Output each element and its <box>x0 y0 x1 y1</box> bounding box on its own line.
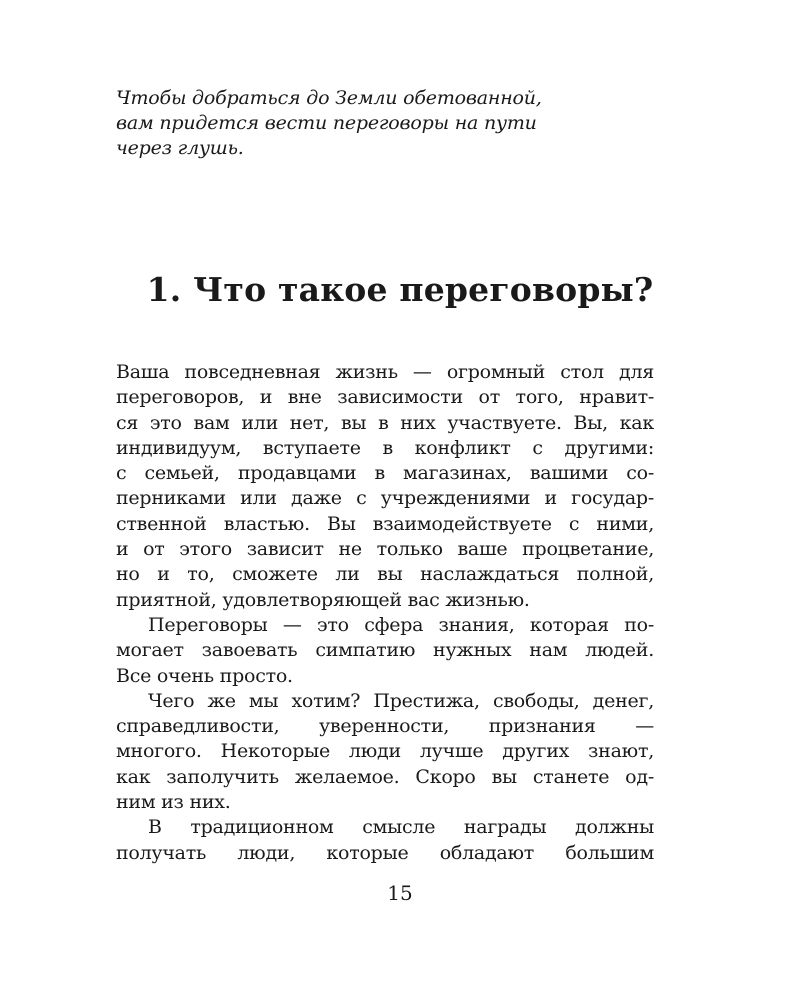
text-line: переговоров, и вне зависимости от того, нравит- <box>116 386 654 409</box>
epigraph <box>116 86 676 161</box>
text-line: многого. Некоторые люди лучше других знают, <box>116 740 654 763</box>
page-number: 15 <box>387 881 413 905</box>
text-line: могает завоевать симпатию нужных нам людей. <box>116 639 654 662</box>
text-line: индивидуум, вступаете в конфликт с другими: <box>116 436 654 459</box>
text-line: Все очень просто. <box>116 664 293 687</box>
text-line: справедливости, уверенности, признания — <box>116 715 654 738</box>
text-line: приятной, удовлетворяющей вас жизнью. <box>116 588 530 611</box>
text-line: Ваша повседневная жизнь — огромный стол для <box>116 361 654 383</box>
text-line: с семьей, продавцами в магазинах, вашими со- <box>116 462 654 485</box>
text-line: ним из них. <box>116 791 231 814</box>
text-line: как заполучить желаемое. Скоро вы станете од- <box>116 765 654 788</box>
epigraph-line: через глушь. <box>116 137 244 159</box>
text-line: В традиционном смысле награды должны <box>148 816 654 839</box>
text-line: но и то, сможете ли вы наслаждаться полной, <box>116 563 654 586</box>
text-line: и от этого зависит не только ваше процветание, <box>116 538 654 561</box>
text-line: Переговоры — это сфера знания, которая по- <box>148 613 654 636</box>
epigraph-line: вам придется вести переговоры на пути <box>116 112 537 134</box>
text-line: перниками или даже с учреждениями и государ- <box>116 487 654 510</box>
text-line: получать люди, которые обладают большим <box>116 841 654 864</box>
epigraph-line: Чтобы добраться до Земли обетованной, <box>116 87 542 109</box>
chapter-title: 1. Что такое переговоры? <box>146 270 654 309</box>
body-text <box>116 360 654 866</box>
text-line: ся это вам или нет, вы в них участвуете. Вы, как <box>116 411 654 434</box>
text-line: ственной властью. Вы взаимодействуете с ними, <box>116 512 654 535</box>
text-line: Чего же мы хотим? Престижа, свободы, денег, <box>148 689 654 712</box>
